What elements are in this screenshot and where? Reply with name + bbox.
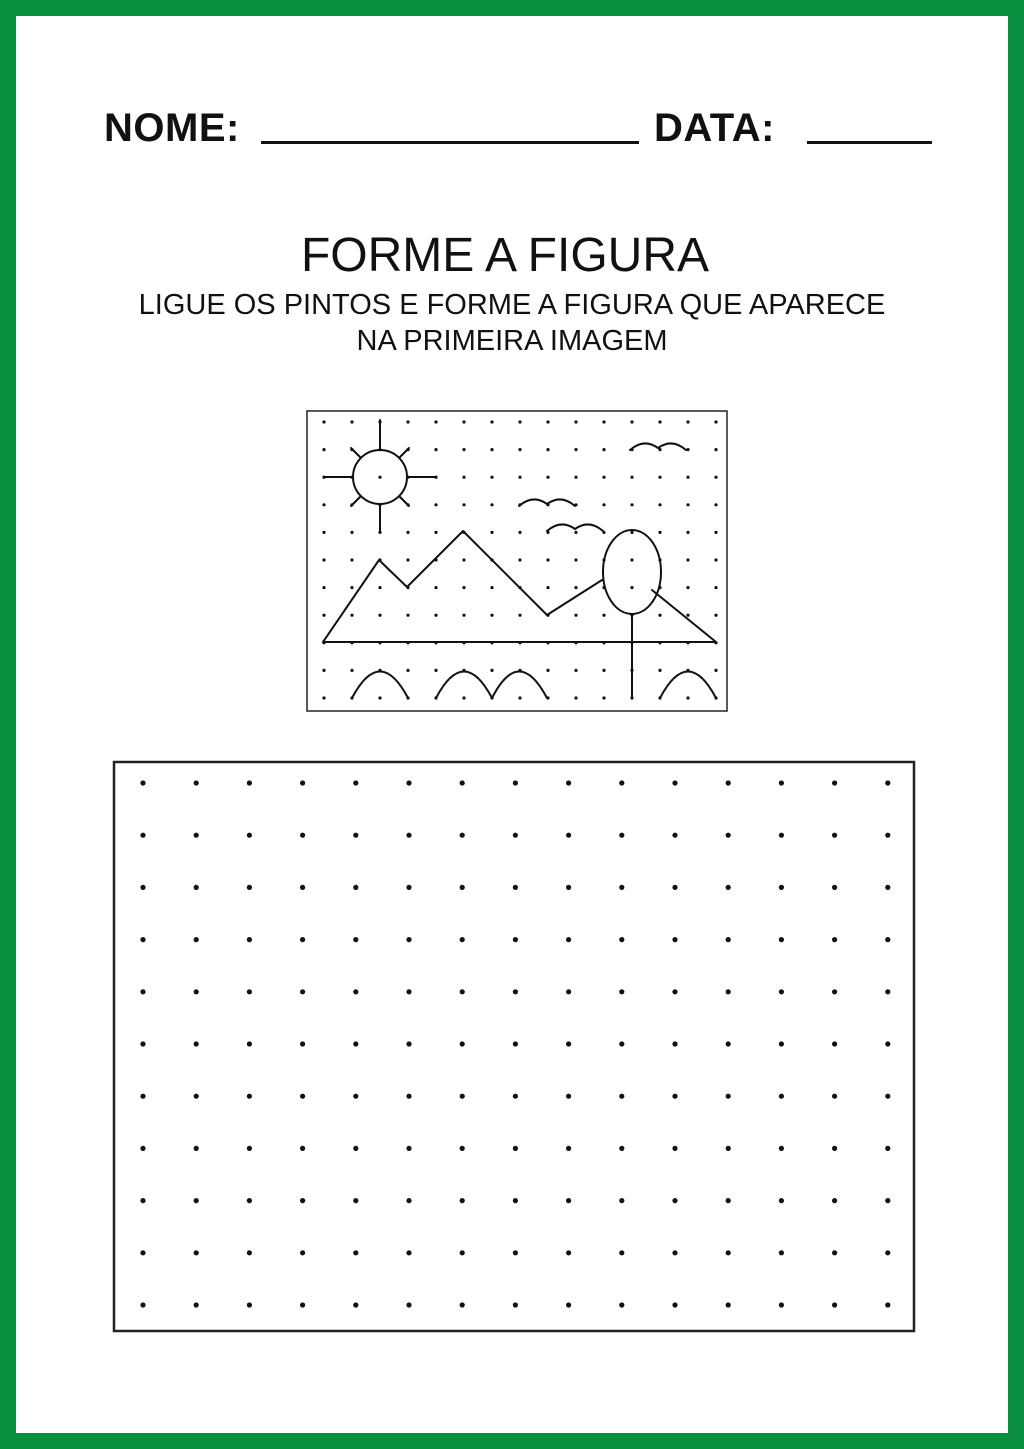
grid-dot: [566, 1302, 571, 1307]
grid-dot: [686, 558, 689, 561]
grid-dot: [353, 989, 358, 994]
grid-dot: [194, 1094, 199, 1099]
grid-dot: [300, 885, 305, 890]
grid-dot: [434, 614, 437, 617]
grid-dot: [672, 1041, 677, 1046]
grid-dot: [885, 937, 890, 942]
grid-dot: [602, 696, 605, 699]
grid-dot: [140, 1198, 145, 1203]
grid-dot: [434, 420, 437, 423]
grid-dot: [322, 420, 325, 423]
header-row: [104, 105, 934, 151]
grid-dot: [686, 696, 689, 699]
grid-dot: [462, 503, 465, 506]
grid-dot: [714, 503, 717, 506]
grid-dot: [353, 833, 358, 838]
grid-dot: [406, 531, 409, 534]
grid-dot: [779, 1198, 784, 1203]
grid-dot: [574, 531, 577, 534]
grid-dot: [378, 696, 381, 699]
grid-dot: [490, 669, 493, 672]
grid-dot: [140, 937, 145, 942]
grid-dot: [726, 1198, 731, 1203]
grid-dot: [406, 1094, 411, 1099]
grid-dot: [322, 503, 325, 506]
grid-dot: [658, 531, 661, 534]
grid-dot: [140, 833, 145, 838]
grid-dot: [619, 1302, 624, 1307]
grid-dot: [686, 476, 689, 479]
grid-dot: [247, 1302, 252, 1307]
grid-dot: [726, 1094, 731, 1099]
grid-dot: [672, 937, 677, 942]
grid-dot: [574, 476, 577, 479]
grid-dot: [140, 1041, 145, 1046]
grid-dot: [832, 780, 837, 785]
grid-dot: [322, 669, 325, 672]
grid-dot: [434, 669, 437, 672]
grid-dot: [672, 1198, 677, 1203]
grid-dot: [194, 1302, 199, 1307]
grid-dot: [574, 558, 577, 561]
grid-dot: [406, 1041, 411, 1046]
grid-dot: [672, 1302, 677, 1307]
grid-dot: [619, 1198, 624, 1203]
grid-dot: [300, 937, 305, 942]
grid-dot: [686, 503, 689, 506]
grid-dot: [619, 1250, 624, 1255]
grid-dot: [566, 1198, 571, 1203]
grid-dot: [322, 558, 325, 561]
grid-dot: [602, 503, 605, 506]
model-picture: [306, 410, 728, 712]
grid-dot: [460, 989, 465, 994]
grid-dot: [672, 885, 677, 890]
grid-dot: [574, 420, 577, 423]
grid-dot: [619, 885, 624, 890]
grid-dot: [490, 476, 493, 479]
grid-dot: [619, 1094, 624, 1099]
grid-dot: [513, 1146, 518, 1151]
grid-dot: [518, 420, 521, 423]
grid-dot: [686, 614, 689, 617]
grid-dot: [353, 1302, 358, 1307]
grid-dot: [247, 1041, 252, 1046]
grid-dot: [406, 1146, 411, 1151]
grid-dot: [619, 780, 624, 785]
grid-dot: [566, 1250, 571, 1255]
grid-dot: [353, 937, 358, 942]
grid-dot: [714, 558, 717, 561]
grid-dot: [518, 448, 521, 451]
grid-dot: [350, 669, 353, 672]
instructions: [0, 287, 1024, 359]
grid-dot: [434, 586, 437, 589]
grid-dot: [672, 1094, 677, 1099]
grid-dot: [406, 614, 409, 617]
grid-dot: [574, 696, 577, 699]
grid-dot: [462, 420, 465, 423]
grid-dot: [140, 989, 145, 994]
grid-dot: [546, 476, 549, 479]
grid-dot: [140, 885, 145, 890]
grid-dot: [300, 780, 305, 785]
grid-dot: [140, 1250, 145, 1255]
grid-dot: [350, 614, 353, 617]
grid-dot: [462, 558, 465, 561]
grid-dot: [602, 420, 605, 423]
grid-dot: [350, 420, 353, 423]
grid-dot: [726, 1041, 731, 1046]
grid-dot: [726, 989, 731, 994]
grid-dot: [574, 586, 577, 589]
grid-dot: [518, 531, 521, 534]
grid-dot: [406, 833, 411, 838]
grid-dot: [714, 476, 717, 479]
date-field-line[interactable]: [807, 141, 932, 144]
grid-dot: [462, 448, 465, 451]
grid-dot: [574, 669, 577, 672]
grid-dot: [462, 586, 465, 589]
grid-dot: [513, 1198, 518, 1203]
grid-dot: [885, 989, 890, 994]
grid-dot: [574, 448, 577, 451]
grid-dot: [300, 833, 305, 838]
grid-dot: [434, 503, 437, 506]
grid-dot: [513, 1250, 518, 1255]
grid-dot: [378, 614, 381, 617]
grid-dot: [462, 614, 465, 617]
grid-dot: [779, 833, 784, 838]
grid-dot: [566, 833, 571, 838]
grid-dot: [460, 1302, 465, 1307]
grid-dot: [434, 448, 437, 451]
grid-dot: [322, 696, 325, 699]
grid-dot: [247, 937, 252, 942]
grid-dot: [832, 1250, 837, 1255]
grid-dot: [140, 1146, 145, 1151]
grid-dot: [885, 1250, 890, 1255]
grid-dot: [194, 780, 199, 785]
grid-dot: [832, 937, 837, 942]
grid-dot: [406, 558, 409, 561]
date-label: DATA:: [654, 106, 775, 150]
grid-dot: [714, 448, 717, 451]
grid-dot: [406, 669, 409, 672]
grid-dot: [194, 937, 199, 942]
grid-dot: [140, 1094, 145, 1099]
grid-dot: [353, 1198, 358, 1203]
grid-dot: [630, 420, 633, 423]
grid-dot: [518, 696, 521, 699]
grid-dot: [672, 833, 677, 838]
grid-dot: [513, 989, 518, 994]
grid-dot: [513, 1094, 518, 1099]
grid-dot: [406, 989, 411, 994]
grid-dot: [406, 420, 409, 423]
grid-dot: [779, 1041, 784, 1046]
grid-dot: [630, 503, 633, 506]
grid-dot: [566, 780, 571, 785]
grid-dot: [353, 885, 358, 890]
grid-dot: [619, 1041, 624, 1046]
grid-dot: [490, 503, 493, 506]
grid-dot: [619, 937, 624, 942]
grid-dot: [686, 420, 689, 423]
grid-dot: [832, 1198, 837, 1203]
grid-dot: [832, 885, 837, 890]
grid-dot: [546, 448, 549, 451]
grid-dot: [460, 780, 465, 785]
grid-dot: [672, 1146, 677, 1151]
grid-dot: [460, 1146, 465, 1151]
grid-dot: [779, 1250, 784, 1255]
grid-dot: [378, 476, 381, 479]
grid-dot: [566, 1094, 571, 1099]
grid-dot: [513, 937, 518, 942]
grid-dot: [779, 1146, 784, 1151]
grid-dot: [672, 1250, 677, 1255]
grid-dot: [490, 420, 493, 423]
grid-dot: [460, 1094, 465, 1099]
grid-dot: [194, 1146, 199, 1151]
grid-dot: [726, 780, 731, 785]
grid-dot: [779, 1302, 784, 1307]
grid-dot: [714, 669, 717, 672]
grid-dot: [658, 503, 661, 506]
grid-dot: [322, 448, 325, 451]
grid-dot: [490, 531, 493, 534]
grid-dot: [322, 586, 325, 589]
grid-dot: [779, 1094, 784, 1099]
grid-dot: [832, 1146, 837, 1151]
grid-dot: [194, 885, 199, 890]
grid-dot: [406, 937, 411, 942]
grid-dot: [460, 937, 465, 942]
grid-dot: [247, 833, 252, 838]
grid-dot: [658, 669, 661, 672]
grid-dot: [726, 1302, 731, 1307]
grid-dot: [779, 885, 784, 890]
grid-dot: [546, 558, 549, 561]
grid-dot: [460, 885, 465, 890]
grid-dot: [378, 586, 381, 589]
page-title: FORME A FIGURA: [300, 229, 710, 282]
grid-dot: [686, 586, 689, 589]
grid-dot: [832, 989, 837, 994]
practice-frame: [114, 762, 914, 1331]
grid-dot: [518, 614, 521, 617]
grid-dot: [602, 669, 605, 672]
grid-dot: [406, 1198, 411, 1203]
grid-dot: [460, 1041, 465, 1046]
instructions-line-2: NA PRIMEIRA IMAGEM: [356, 325, 668, 357]
grid-dot: [602, 476, 605, 479]
grid-dot: [714, 420, 717, 423]
grid-dot: [658, 420, 661, 423]
grid-dot: [518, 558, 521, 561]
grid-dot: [353, 1094, 358, 1099]
grid-dot: [714, 586, 717, 589]
grid-dot: [885, 1041, 890, 1046]
grid-dot: [885, 780, 890, 785]
grid-dot: [602, 614, 605, 617]
grid-dot: [462, 696, 465, 699]
grid-dot: [194, 1198, 199, 1203]
grid-dot: [714, 531, 717, 534]
grid-dot: [460, 833, 465, 838]
grid-dot: [247, 1250, 252, 1255]
name-label: NOME:: [104, 106, 240, 150]
grid-dot: [513, 1302, 518, 1307]
grid-dot: [490, 614, 493, 617]
grid-dot: [726, 885, 731, 890]
grid-dot: [630, 558, 633, 561]
grid-dot: [658, 614, 661, 617]
grid-dot: [566, 1041, 571, 1046]
grid-dot: [566, 1146, 571, 1151]
grid-dot: [630, 531, 633, 534]
instructions-line-1: LIGUE OS PINTOS E FORME A FIGURA QUE APARECE: [138, 289, 886, 321]
model-frame: [307, 411, 727, 711]
grid-dot: [300, 1041, 305, 1046]
grid-dot: [885, 833, 890, 838]
grid-dot: [619, 833, 624, 838]
grid-dot: [300, 1146, 305, 1151]
grid-dot: [460, 1250, 465, 1255]
grid-dot: [672, 780, 677, 785]
grid-dot: [885, 1198, 890, 1203]
grid-dot: [546, 420, 549, 423]
grid-dot: [518, 476, 521, 479]
grid-dot: [194, 1250, 199, 1255]
grid-dot: [885, 1146, 890, 1151]
grid-dot: [406, 1250, 411, 1255]
grid-dot: [714, 614, 717, 617]
grid-dot: [832, 1302, 837, 1307]
grid-dot: [300, 1094, 305, 1099]
grid-dot: [779, 937, 784, 942]
grid-dot: [247, 1094, 252, 1099]
grid-dot: [194, 833, 199, 838]
grid-dot: [300, 1302, 305, 1307]
grid-dot: [779, 780, 784, 785]
grid-dot: [300, 1198, 305, 1203]
grid-dot: [513, 780, 518, 785]
grid-dot: [350, 586, 353, 589]
grid-dot: [779, 989, 784, 994]
grid-dot: [658, 476, 661, 479]
grid-dot: [726, 937, 731, 942]
grid-dot: [353, 1041, 358, 1046]
grid-dot: [726, 833, 731, 838]
grid-dot: [630, 586, 633, 589]
grid-dot: [726, 1146, 731, 1151]
grid-dot: [300, 1250, 305, 1255]
grid-dot: [574, 614, 577, 617]
grid-dot: [406, 885, 411, 890]
name-field-line[interactable]: [261, 141, 639, 144]
grid-dot: [247, 1146, 252, 1151]
grid-dot: [686, 531, 689, 534]
grid-dot: [247, 780, 252, 785]
grid-dot: [353, 1250, 358, 1255]
grid-dot: [247, 885, 252, 890]
grid-dot: [726, 1250, 731, 1255]
grid-dot: [462, 476, 465, 479]
grid-dot: [630, 476, 633, 479]
grid-dot: [406, 780, 411, 785]
grid-dot: [832, 833, 837, 838]
grid-dot: [885, 1094, 890, 1099]
grid-dot: [672, 989, 677, 994]
grid-dot: [322, 531, 325, 534]
grid-dot: [619, 1146, 624, 1151]
practice-grid[interactable]: [112, 760, 916, 1334]
grid-dot: [566, 885, 571, 890]
grid-dot: [490, 586, 493, 589]
grid-dot: [490, 448, 493, 451]
grid-dot: [546, 586, 549, 589]
grid-dot: [602, 448, 605, 451]
grid-dot: [885, 1302, 890, 1307]
grid-dot: [566, 937, 571, 942]
grid-dot: [350, 558, 353, 561]
grid-dot: [194, 1041, 199, 1046]
grid-dot: [513, 1041, 518, 1046]
grid-dot: [566, 989, 571, 994]
grid-dot: [322, 614, 325, 617]
grid-dot: [194, 989, 199, 994]
grid-dot: [434, 531, 437, 534]
grid-dot: [140, 1302, 145, 1307]
grid-dot: [140, 780, 145, 785]
grid-dot: [832, 1041, 837, 1046]
grid-dot: [353, 780, 358, 785]
grid-dot: [247, 1198, 252, 1203]
grid-dot: [300, 989, 305, 994]
grid-dot: [406, 1302, 411, 1307]
grid-dot: [619, 989, 624, 994]
grid-dot: [885, 885, 890, 890]
grid-dot: [832, 1094, 837, 1099]
grid-dot: [353, 1146, 358, 1151]
grid-dot: [513, 833, 518, 838]
grid-dot: [546, 669, 549, 672]
grid-dot: [247, 989, 252, 994]
grid-dot: [513, 885, 518, 890]
grid-dot: [460, 1198, 465, 1203]
grid-dot: [350, 531, 353, 534]
